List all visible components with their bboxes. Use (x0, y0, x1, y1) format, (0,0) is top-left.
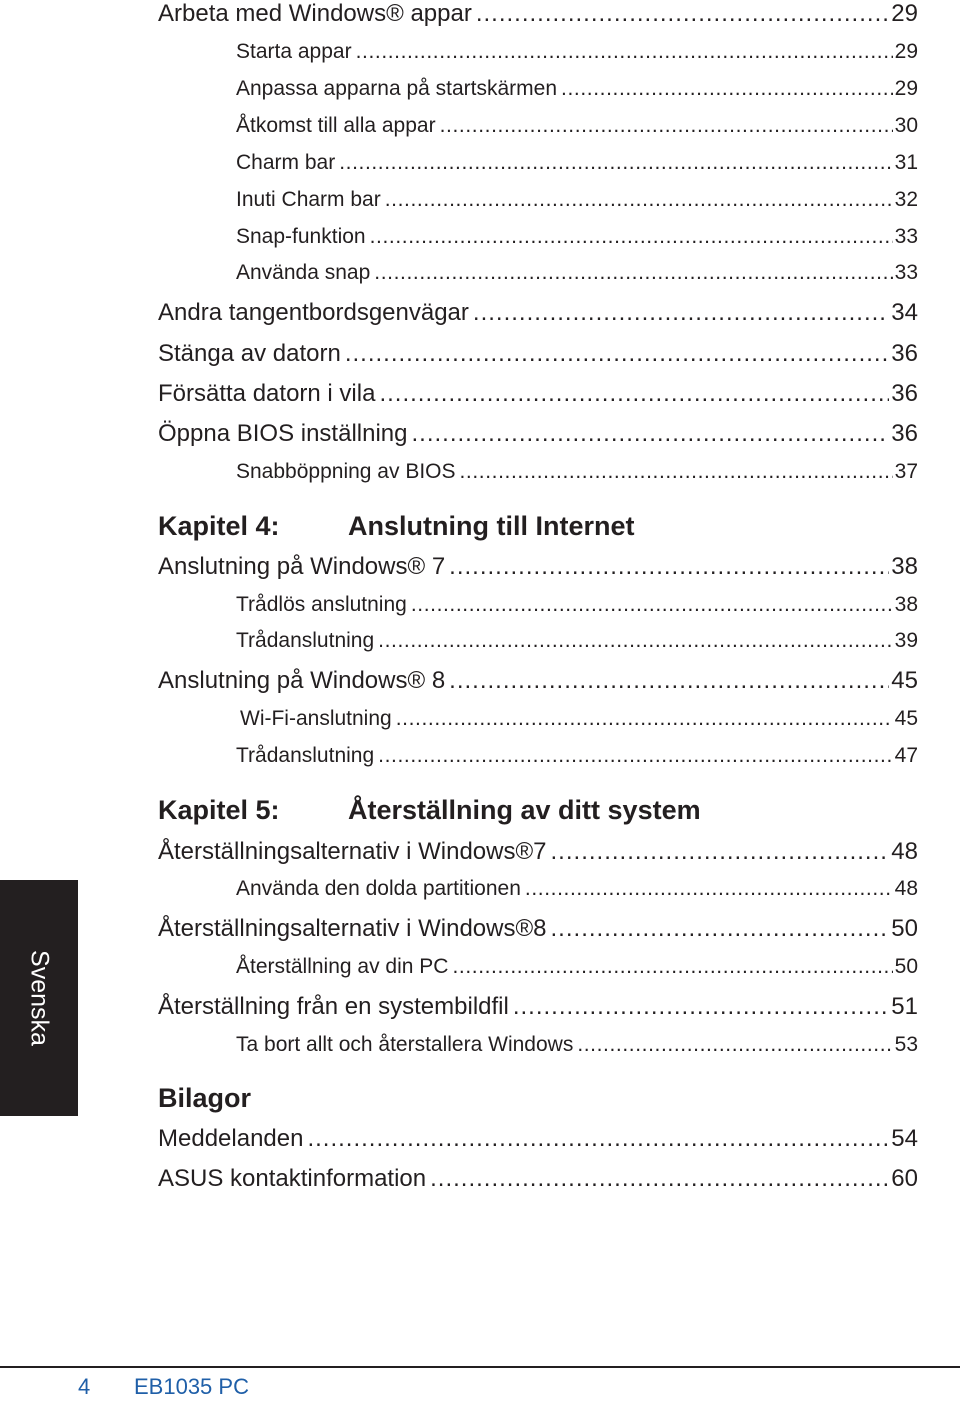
toc-entry-page: 38 (894, 593, 918, 616)
toc-entry-label: Andra tangentbordsgenvägar (158, 299, 469, 326)
toc-entry (236, 1030, 918, 1060)
toc-entry-label: Trådanslutning (236, 629, 375, 652)
toc-entry-page: 30 (894, 114, 918, 137)
toc-entry (236, 626, 918, 656)
toc-entry-label: Anslutning på Windows® 7 (158, 553, 446, 580)
toc-entry (236, 741, 918, 771)
toc-entry (158, 913, 918, 945)
toc-entry (236, 258, 918, 288)
toc-entry (236, 185, 918, 215)
toc-entry (236, 952, 918, 982)
toc-entry-page: 51 (891, 993, 918, 1020)
toc-entry (158, 338, 918, 370)
toc-entry (236, 457, 918, 487)
toc-entry-label: Åtkomst till alla appar (236, 114, 436, 137)
toc-entry-page: 29 (891, 0, 918, 27)
language-tab-label: Svenska (25, 950, 54, 1046)
toc-entry (236, 874, 918, 904)
toc-entry-label: Snabböppning av BIOS (236, 460, 456, 483)
toc-entry-label: Öppna BIOS inställning (158, 420, 408, 447)
toc-entry-label: Anslutning på Windows® 8 (158, 667, 446, 694)
toc-entry (240, 704, 918, 734)
toc-entry-label: ASUS kontaktinformation (158, 1165, 427, 1192)
toc-entry-label: Arbeta med Windows® appar (158, 0, 472, 27)
toc-entry (158, 1123, 918, 1155)
toc-entry-page: 48 (894, 877, 918, 900)
language-side-tab (0, 880, 78, 1116)
toc-entry (158, 991, 918, 1023)
toc-entry-page: 45 (894, 707, 918, 730)
chapter-number: Kapitel 4: (158, 511, 280, 541)
toc-entry-page: 50 (894, 955, 918, 978)
chapter-number: Kapitel 5: (158, 795, 280, 825)
footer-divider (0, 1366, 960, 1368)
toc-entry-label: Stänga av datorn (158, 340, 341, 367)
toc-entry (158, 297, 918, 329)
toc-entry-page: 32 (894, 188, 918, 211)
toc-entry-label: Meddelanden (158, 1125, 304, 1152)
toc-entry-label: Försätta datorn i vila (158, 380, 376, 407)
toc-entry-label: Använda den dolda partitionen (236, 877, 521, 900)
toc-entry-page: 38 (891, 553, 918, 580)
chapter-title: Anslutning till Internet (348, 511, 635, 541)
chapter-title: Återställning av ditt system (348, 795, 701, 825)
toc-entry-label: Starta appar (236, 40, 352, 63)
chapter-4-heading (158, 508, 635, 544)
toc-entry (158, 0, 918, 30)
toc-entry (158, 378, 918, 410)
toc-entry-label: Trådlös anslutning (236, 593, 407, 616)
toc-entry-page: 33 (894, 225, 918, 248)
chapter-5-heading (158, 792, 701, 828)
toc-entry-label: Anpassa apparna på startskärmen (236, 77, 558, 100)
toc-entry-page: 36 (891, 420, 918, 447)
toc-entry-page: 48 (891, 838, 918, 865)
toc-entry (158, 836, 918, 868)
toc-entry-page: 60 (891, 1165, 918, 1192)
toc-entry-page: 29 (894, 40, 918, 63)
toc-entry (158, 1163, 918, 1195)
toc-entry (158, 551, 918, 583)
toc-entry-label: Återställningsalternativ i Windows®8 (158, 915, 547, 942)
toc-entry-page: 54 (891, 1125, 918, 1152)
toc-entry-page: 45 (891, 667, 918, 694)
toc-entry (236, 222, 918, 252)
toc-entry-label: Återställningsalternativ i Windows®7 (158, 838, 547, 865)
toc-entry-label: Charm bar (236, 151, 336, 174)
toc-entry-page: 50 (891, 915, 918, 942)
toc-entry-page: 34 (891, 299, 918, 326)
toc-entry-label: Wi-Fi-anslutning (240, 707, 392, 730)
toc-entry (158, 418, 918, 450)
toc-entry-page: 39 (894, 629, 918, 652)
toc-entry (236, 37, 918, 67)
toc-entry-page: 36 (891, 340, 918, 367)
footer-page-number: 4 (78, 1374, 91, 1399)
toc-entry (236, 148, 918, 178)
toc-entry-page: 53 (894, 1033, 918, 1056)
toc-entry-page: 33 (894, 261, 918, 284)
toc-entry-label: Ta bort allt och återstallera Windows (236, 1033, 574, 1056)
appendix-heading: Bilagor (158, 1083, 252, 1113)
toc-entry-label: Snap-funktion (236, 225, 366, 248)
toc-entry-label: Återställning från en systembildfil (158, 993, 509, 1020)
toc-entry-page: 31 (894, 151, 918, 174)
toc-entry (236, 111, 918, 141)
toc-entry-label: Trådanslutning (236, 744, 375, 767)
toc-entry (158, 665, 918, 697)
footer-model-name: EB1035 PC (134, 1374, 249, 1399)
toc-entry-label: Använda snap (236, 261, 371, 284)
toc-entry-label: Återställning av din PC (236, 955, 449, 978)
toc-entry-page: 37 (894, 460, 918, 483)
toc-entry-page: 36 (891, 380, 918, 407)
toc-entry-page: 47 (894, 744, 918, 767)
toc-entry-page: 29 (894, 77, 918, 100)
toc-entry-label: Inuti Charm bar (236, 188, 381, 211)
toc-entry (236, 590, 918, 620)
toc-entry (236, 74, 918, 104)
